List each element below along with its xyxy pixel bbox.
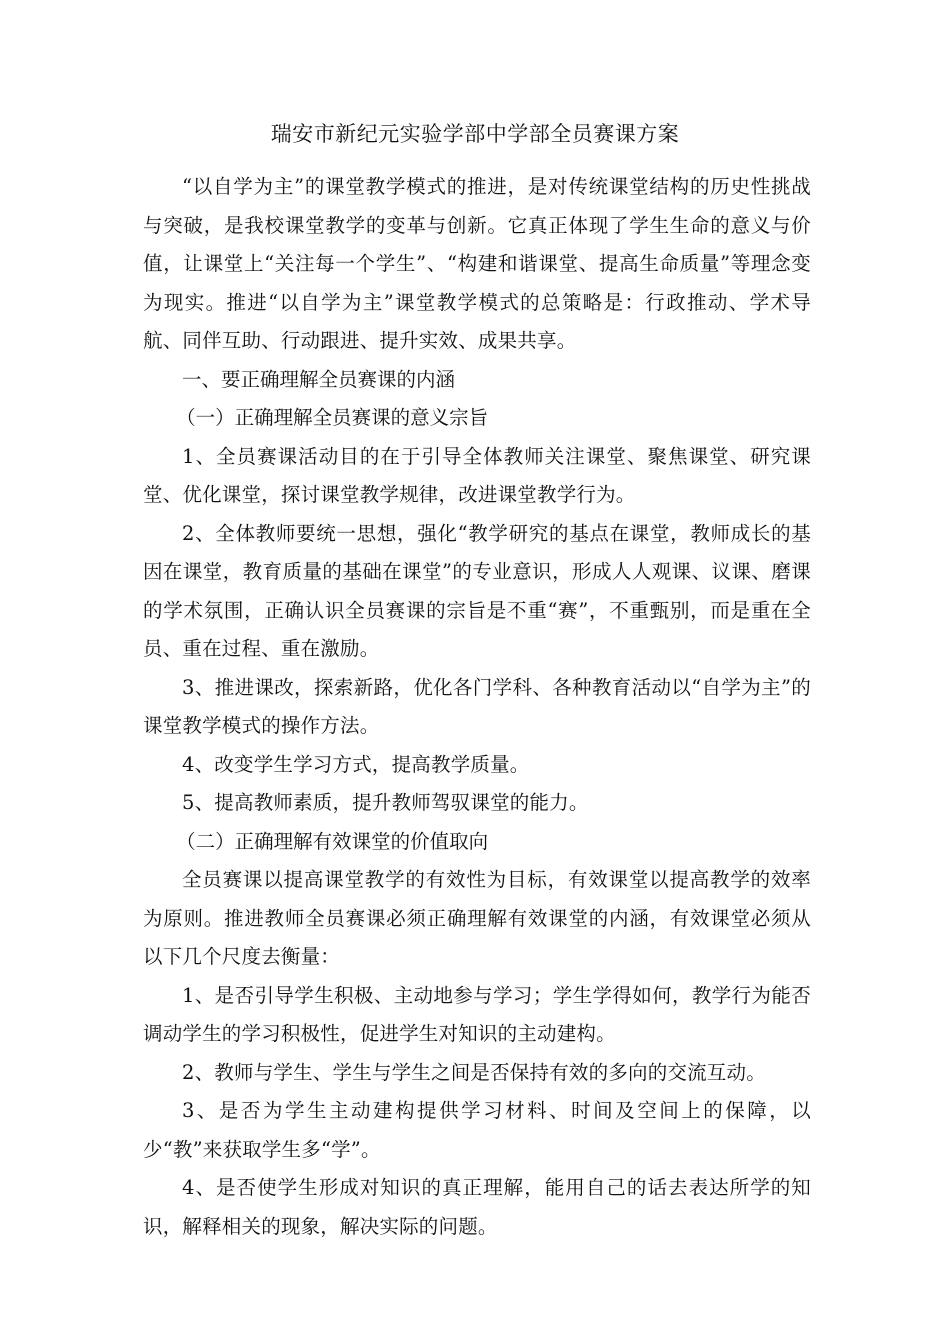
paragraph-criterion-4: 4、是否使学生形成对知识的真正理解，能用自己的话去表达所学的知识，解释相关的现象，解决实际的问题。: [143, 1176, 811, 1238]
subsection-heading-2: （二）正确理解有效课堂的价值取向: [176, 829, 489, 853]
paragraph-criterion-3: 3、是否为学生主动建构提供学习材料、时间及空间上的保障，以少“教”来获取学生多“学”。: [143, 1099, 811, 1161]
paragraph-item-5: 5、提高教师素质，提升教师驾驭课堂的能力。: [182, 791, 589, 814]
paragraph-item-2: 2、全体教师要统一思想，强化“教学研究的基点在课堂，教师成长的基因在课堂，教育质量的基础在课堂”的专业意识，形成人人观课、议课、磨课的学术氛围，正确认识全员赛课的宗旨是不重“赛”，不重甄别，而是重在全员、重在过程、重在激励。: [143, 521, 811, 660]
paragraph-item-4: 4、改变学生学习方式，提高教学质量。: [182, 752, 530, 776]
document-body: [143, 168, 811, 1246]
document-title: 瑞安市新纪元实验学部中学部全员赛课方案: [270, 122, 680, 146]
paragraph-item-1: 1、全员赛课活动目的在于引导全体教师关注课堂、聚焦课堂、研究课堂、优化课堂，探讨课堂教学规律，改进课堂教学行为。: [143, 444, 811, 506]
paragraph-effective-class: 全员赛课以提高课堂教学的有效性为目标，有效课堂以提高教学的效率为原则。推进教师全员赛课必须正确理解有效课堂的内涵，有效课堂必须从以下几个尺度去衡量：: [143, 868, 811, 968]
intro-paragraph: “以自学为主”的课堂教学模式的推进，是对传统课堂结构的历史性挑战与突破，是我校课堂教学的变革与创新。它真正体现了学生生命的意义与价值，让课堂上“关注每一个学生”、“构建和谐课堂、提高生命质量”等理念变为现实。推进“以自学为主”课堂教学模式的总策略是：行政推动、学术导航、同伴互助、行动跟进、提升实效、成果共享。: [143, 175, 811, 352]
paragraph-criterion-2: 2、教师与学生、学生与学生之间是否保持有效的多向的交流互动。: [182, 1060, 766, 1084]
section-heading-1: 一、要正确理解全员赛课的内涵: [182, 367, 456, 391]
paragraph-item-3: 3、推进课改，探索新路，优化各门学科、各种教育活动以“自学为主”的课堂教学模式的操作方法。: [143, 675, 811, 737]
subsection-heading-1: （一）正确理解全员赛课的意义宗旨: [176, 406, 489, 429]
paragraph-criterion-1: 1、是否引导学生积极、主动地参与学习；学生学得如何，教学行为能否调动学生的学习积极性，促进学生对知识的主动建构。: [143, 983, 811, 1045]
